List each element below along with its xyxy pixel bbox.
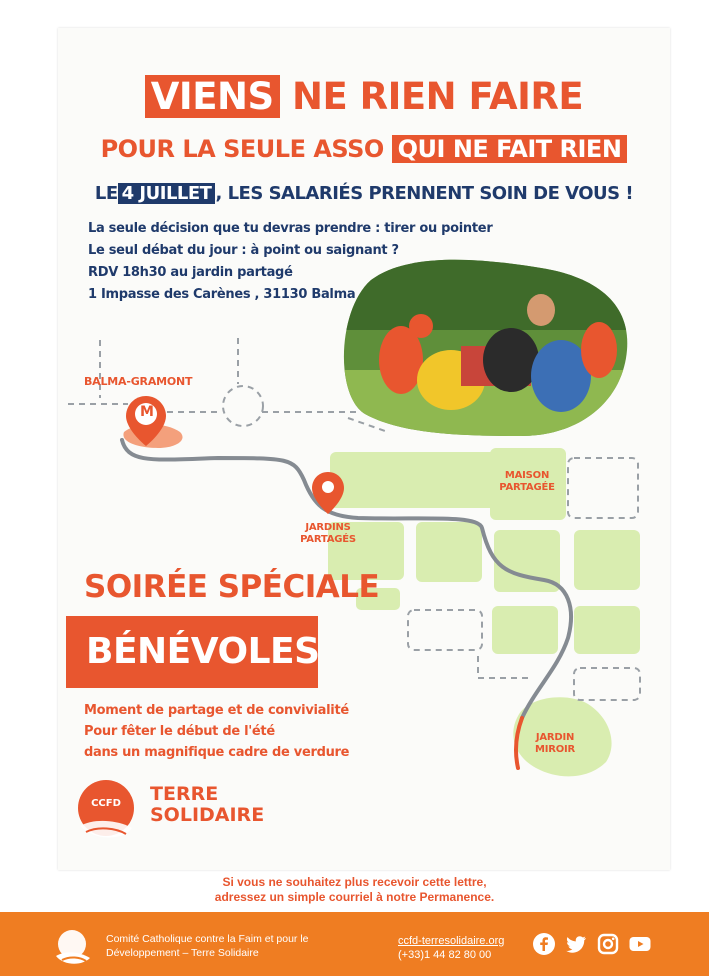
footer xyxy=(0,912,709,976)
svg-text:CCFD: CCFD xyxy=(91,798,121,809)
benevoles-banner: BÉNÉVOLES xyxy=(66,616,318,688)
flyer xyxy=(58,28,670,870)
phone-number: (+33)1 44 82 80 00 xyxy=(398,949,492,961)
footer-contact xyxy=(398,934,504,962)
detail-line: La seule décision que tu devras prendre : tirer ou pointer xyxy=(88,221,493,236)
detail-line: 1 Impasse des Carènes , 31130 Balma xyxy=(88,287,356,302)
headline-highlight-viens: VIENS xyxy=(145,75,280,118)
website-link[interactable]: ccfd-terresolidaire.org xyxy=(398,935,505,947)
headline-line3-rest: , LES SALARIÉS PRENNENT SOIN DE VOUS ! xyxy=(215,183,634,204)
soiree-title: SOIRÉE SPÉCIALE xyxy=(84,569,380,605)
garden-block xyxy=(416,522,482,582)
headline-line2 xyxy=(58,132,670,166)
garden-block xyxy=(492,606,558,654)
label-maison-partagee: MAISON PARTAGÉE xyxy=(499,470,555,493)
youtube-icon[interactable] xyxy=(628,932,652,956)
garden-block xyxy=(574,530,640,590)
headline-rest: NE RIEN FAIRE xyxy=(291,75,584,118)
footer-organization: Comité Catholique contre la Faim et pour le Développement – Terre Solidaire xyxy=(106,933,309,959)
description-line: dans un magnifique cadre de verdure xyxy=(84,745,350,760)
description-line: Moment de partage et de convivialité xyxy=(84,703,349,718)
social-links xyxy=(532,932,652,956)
facebook-icon[interactable] xyxy=(532,932,556,956)
label-balma-gramont: BALMA-GRAMONT xyxy=(84,375,193,388)
headline-line3-pre: LE xyxy=(94,183,118,204)
unsubscribe-note: Si vous ne souhaitez plus recevoir cette lettre, adressez un simple courriel à notre Permanence. xyxy=(214,875,495,904)
garden-block xyxy=(574,606,640,654)
logo-wordmark: TERRE SOLIDAIRE xyxy=(150,783,265,826)
twitter-icon[interactable] xyxy=(564,932,588,956)
garden-blocks xyxy=(328,448,640,776)
ccfd-logo xyxy=(74,776,304,846)
footer-logo-icon xyxy=(52,926,92,966)
description-line: Pour fêter le début de l'été xyxy=(84,724,275,739)
soiree-description xyxy=(84,700,349,763)
garden-photo xyxy=(341,250,631,440)
headline-line1 xyxy=(58,76,670,118)
headline-line2-pre: POUR LA SEULE ASSO xyxy=(100,135,384,163)
ccfd-logo-icon xyxy=(74,776,144,846)
detail-line: Le seul débat du jour : à point ou saignant ? xyxy=(88,243,399,258)
instagram-icon[interactable] xyxy=(596,932,620,956)
garden-block xyxy=(330,452,500,508)
metro-letter: M xyxy=(140,404,154,420)
event-date: 4 JUILLET xyxy=(118,183,216,204)
label-jardin-miroir: JARDIN MIROIR xyxy=(534,732,576,755)
label-jardins-partages: JARDINS PARTAGÉS xyxy=(300,522,356,545)
detail-line: RDV 18h30 au jardin partagé xyxy=(88,265,293,280)
headline-line2-highlight: QUI NE FAIT RIEN xyxy=(392,135,628,163)
headline-line3 xyxy=(58,181,670,207)
